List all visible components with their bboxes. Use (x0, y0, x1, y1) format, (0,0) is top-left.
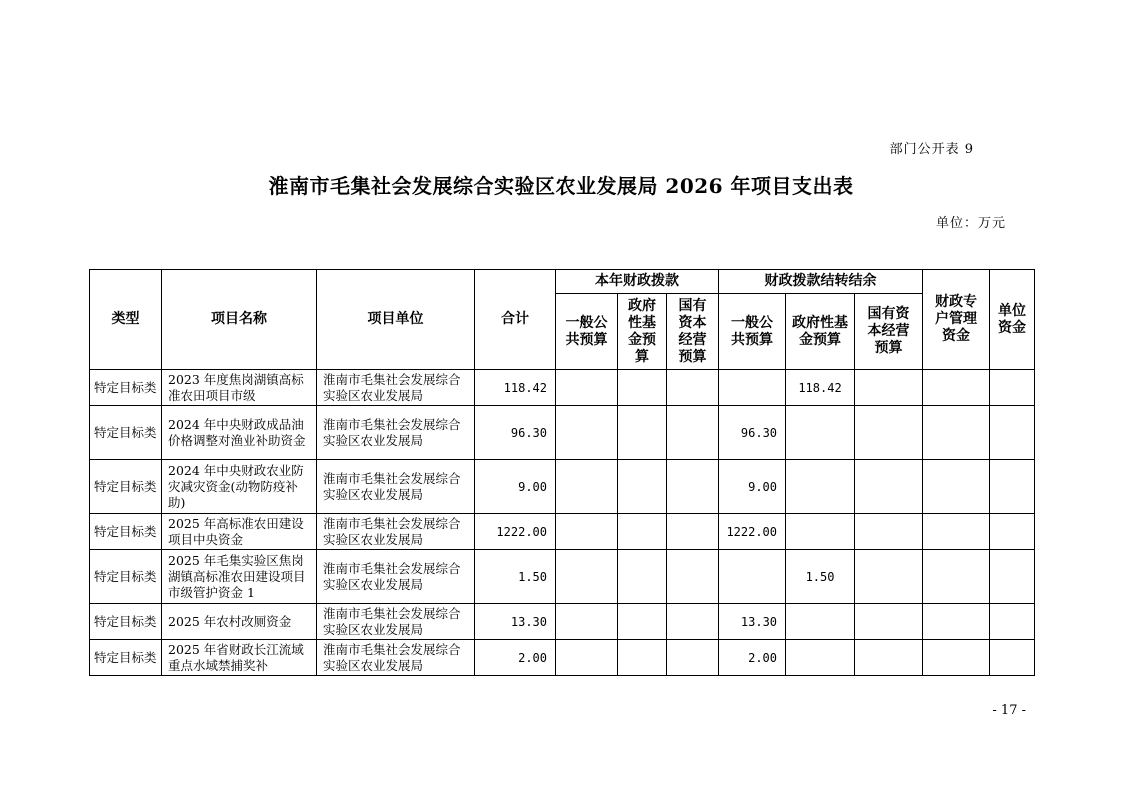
co-state-capital-cell (855, 514, 923, 550)
header-type: 类型 (90, 270, 162, 370)
project-unit-cell: 淮南市毛集社会发展综合实验区农业发展局 (317, 640, 475, 676)
co-gov-fund-cell (786, 604, 855, 640)
cy-state-capital-cell (667, 460, 719, 514)
header-co-state-capital: 国有资本经营预算 (855, 294, 923, 370)
unit-fund-cell (990, 550, 1035, 604)
cy-state-capital-cell (667, 640, 719, 676)
header-project-unit: 项目单位 (317, 270, 475, 370)
unit-fund-cell (990, 370, 1035, 406)
table-row (90, 460, 1035, 514)
cy-state-capital-cell (667, 604, 719, 640)
header-cy-gov-fund: 政府性基金预算 (618, 294, 667, 370)
table-row (90, 640, 1035, 676)
co-gov-fund-cell (786, 640, 855, 676)
project-name-cell: 2023 年度焦岗湖镇高标准农田项目市级 (162, 370, 317, 406)
special-fund-cell (923, 640, 990, 676)
special-fund-cell (923, 604, 990, 640)
type-cell: 特定目标类 (90, 604, 162, 640)
cy-general-cell (556, 604, 618, 640)
co-general-cell (719, 370, 786, 406)
total-cell: 118.42 (475, 370, 556, 406)
special-fund-cell (923, 370, 990, 406)
total-cell: 96.30 (475, 406, 556, 460)
unit-fund-cell (990, 640, 1035, 676)
unit-fund-cell (990, 604, 1035, 640)
header-special-fund: 财政专户管理资金 (923, 270, 990, 370)
table-row (90, 550, 1035, 604)
project-name-cell: 2025 年农村改厕资金 (162, 604, 317, 640)
project-name-cell: 2025 年高标准农田建设项目中央资金 (162, 514, 317, 550)
header-carryover-group: 财政拨款结转结余 (719, 270, 923, 294)
co-gov-fund-cell: 1.50 (786, 550, 855, 604)
table-number-label: 部门公开表 9 (889, 142, 974, 157)
co-general-cell (719, 550, 786, 604)
table-row (90, 604, 1035, 640)
cy-gov-fund-cell (618, 370, 667, 406)
project-name-cell: 2024 年中央财政农业防灾减灾资金(动物防疫补助) (162, 460, 317, 514)
cy-gov-fund-cell (618, 460, 667, 514)
table-row (90, 514, 1035, 550)
total-cell: 13.30 (475, 604, 556, 640)
project-unit-cell: 淮南市毛集社会发展综合实验区农业发展局 (317, 370, 475, 406)
co-gov-fund-cell: 118.42 (786, 370, 855, 406)
header-co-gov-fund: 政府性基金预算 (786, 294, 855, 370)
co-gov-fund-cell (786, 460, 855, 514)
header-total: 合计 (475, 270, 556, 370)
header-project-name: 项目名称 (162, 270, 317, 370)
co-gov-fund-cell (786, 514, 855, 550)
co-general-cell: 9.00 (719, 460, 786, 514)
unit-label: 单位：万元 (935, 216, 1006, 231)
cy-general-cell (556, 460, 618, 514)
project-unit-cell: 淮南市毛集社会发展综合实验区农业发展局 (317, 514, 475, 550)
header-co-general: 一般公共预算 (719, 294, 786, 370)
cy-general-cell (556, 550, 618, 604)
cy-gov-fund-cell (618, 640, 667, 676)
unit-fund-cell (990, 460, 1035, 514)
page-number: - 17 - (992, 703, 1026, 718)
type-cell: 特定目标类 (90, 460, 162, 514)
co-state-capital-cell (855, 550, 923, 604)
project-expenditure-table (89, 269, 1035, 676)
total-cell: 1.50 (475, 550, 556, 604)
total-cell: 2.00 (475, 640, 556, 676)
co-state-capital-cell (855, 604, 923, 640)
cy-general-cell (556, 370, 618, 406)
type-cell: 特定目标类 (90, 406, 162, 460)
header-current-year-group: 本年财政拨款 (556, 270, 719, 294)
cy-general-cell (556, 514, 618, 550)
co-general-cell: 1222.00 (719, 514, 786, 550)
co-state-capital-cell (855, 460, 923, 514)
cy-gov-fund-cell (618, 604, 667, 640)
header-unit-fund: 单位资金 (990, 270, 1035, 370)
total-cell: 1222.00 (475, 514, 556, 550)
project-unit-cell: 淮南市毛集社会发展综合实验区农业发展局 (317, 460, 475, 514)
project-unit-cell: 淮南市毛集社会发展综合实验区农业发展局 (317, 604, 475, 640)
table-row (90, 370, 1035, 406)
unit-fund-cell (990, 406, 1035, 460)
cy-state-capital-cell (667, 406, 719, 460)
cy-gov-fund-cell (618, 550, 667, 604)
special-fund-cell (923, 406, 990, 460)
project-unit-cell: 淮南市毛集社会发展综合实验区农业发展局 (317, 406, 475, 460)
table-row (90, 406, 1035, 460)
special-fund-cell (923, 550, 990, 604)
cy-gov-fund-cell (618, 514, 667, 550)
unit-fund-cell (990, 514, 1035, 550)
special-fund-cell (923, 514, 990, 550)
type-cell: 特定目标类 (90, 370, 162, 406)
page-title: 淮南市毛集社会发展综合实验区农业发展局 2026 年项目支出表 (268, 174, 854, 198)
type-cell: 特定目标类 (90, 514, 162, 550)
co-state-capital-cell (855, 370, 923, 406)
special-fund-cell (923, 460, 990, 514)
cy-general-cell (556, 640, 618, 676)
project-name-cell: 2025 年省财政长江流域重点水域禁捕奖补 (162, 640, 317, 676)
cy-state-capital-cell (667, 514, 719, 550)
project-unit-cell: 淮南市毛集社会发展综合实验区农业发展局 (317, 550, 475, 604)
co-state-capital-cell (855, 406, 923, 460)
project-name-cell: 2025 年毛集实验区焦岗湖镇高标准农田建设项目市级管护资金 1 (162, 550, 317, 604)
total-cell: 9.00 (475, 460, 556, 514)
co-general-cell: 2.00 (719, 640, 786, 676)
cy-gov-fund-cell (618, 406, 667, 460)
co-general-cell: 13.30 (719, 604, 786, 640)
cy-general-cell (556, 406, 618, 460)
co-state-capital-cell (855, 640, 923, 676)
cy-state-capital-cell (667, 550, 719, 604)
co-general-cell: 96.30 (719, 406, 786, 460)
cy-state-capital-cell (667, 370, 719, 406)
type-cell: 特定目标类 (90, 550, 162, 604)
header-cy-general: 一般公共预算 (556, 294, 618, 370)
header-cy-state-capital: 国有资本经营预算 (667, 294, 719, 370)
project-name-cell: 2024 年中央财政成品油价格调整对渔业补助资金 (162, 406, 317, 460)
type-cell: 特定目标类 (90, 640, 162, 676)
co-gov-fund-cell (786, 406, 855, 460)
